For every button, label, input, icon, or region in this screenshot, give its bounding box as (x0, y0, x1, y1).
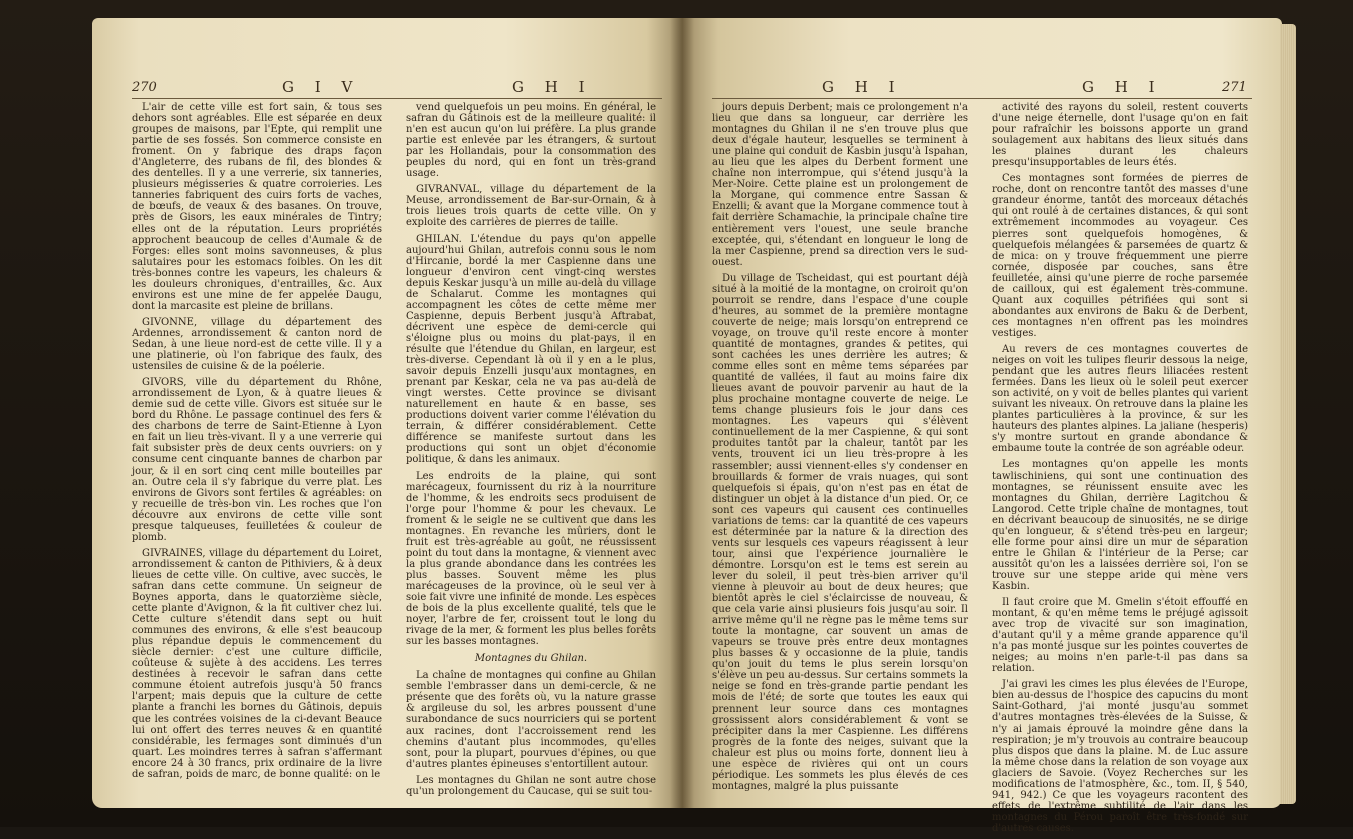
left-page (92, 18, 682, 808)
running-head-right: G H I (512, 78, 593, 96)
running-head-left: G H I (822, 78, 903, 96)
book-gutter (670, 18, 694, 808)
paragraph: vend quelquefois un peu moins. En général, le safran du Gâtinois est de la meilleure qualité: il n'en est aucun qu'on lui préfère. La plus grande partie est enlevée par les étrangers, & surtout par les Hollandais, pour la consommation des peuples du nord, qui en font un très-grand usage. (406, 102, 656, 180)
paragraph: GIVRAINES, village du département du Loiret, arrondissement & canton de Pithiviers, & à deux lieues de cette ville. On cultive, avec succès, le safran dans cette commune. Un seigneur de Boynes apporta, dans le quatorzième siècle, cette plante d'Avignon, & la fit cultiver chez lui. Cette culture s'étendit dans sept ou huit communes des environs, & elle s'est beaucoup plus répandue depuis le commencement du siècle dernier: c'est une culture difficile, coûteuse & sujète à des accidens. Les terres destinées à recevoir le safran dans cette commune étoient autrefois jusqu'à 50 francs l'arpent; mais depuis que la culture de cette plante a franchi les bornes du Gâtinois, depuis que les contrées voisines de la ci-devant Beauce lui ont offert des terres neuves & en quantité considérable, les fermages sont diminués d'un quart. Les moindres terres à safran s'affermant encore 24 à 30 francs, prix ordinaire de la livre de safran, poids de marc, de bonne qualité: on le (132, 547, 382, 780)
running-head-left: G I V (282, 78, 361, 96)
open-book (92, 18, 1282, 834)
paragraph: Du village de Tscheidast, qui est pourtant déjà situé à la moitié de la montagne, on croiroit qu'on pourroit se rendre, dans l'espace d'une couple d'heures, au sommet de la première montagne couverte de neige; mais lorsqu'on entreprend ce voyage, on trouve qu'il reste encore à monter quantité de montagnes, grandes & petites, qui sont cachées les unes derrière les autres; & comme elles sont en même tems séparées par quantité de vallées, il faut au moins faire dix lieues avant de pouvoir parvenir au haut de la plus prochaine montagne couverte de neige. Le tems change plusieurs fois le jour dans ces montagnes. Les vapeurs qui s'élèvent continuellement de la mer Caspienne, & qui sont produites tantôt par la chaleur, tantôt par les vents, trouvent ici un lieu très-propre à les rassembler; aussi viennent-elles s'y condenser en brouillards & former de vrais nuages, qui sont quelquefois si épais, qu'on n'est pas en état de distinguer un objet à la distance d'un pied. Or, ce sont ces vapeurs qui causent ces continuelles variations de tems: car la quantité de ces vapeurs est déterminée par la nature & la direction des vents sur lesquels ces vapeurs réagissent à leur tour, ainsi que l'expérience journalière le démontre. Lorsqu'on est le tems est serein au lever du soleil, il peut très-bien arriver qu'il vienne à pleuvoir au bout de deux heures; que bientôt après le ciel s'éclaircisse de nouveau, & que cela varie ainsi plusieurs fois jusqu'au soir. Il arrive même qu'il ne règne pas le même tems sur toute la montagne, car souvent un amas de vapeurs se trouve près entre deux montagnes plus basses & y occasionne de la pluie, tandis qu'on jouit du tems le plus serein lorsqu'on s'élève un peu au-dessus. Sur certains sommets la neige se fond en très-grande partie pendant les mois de l'été; de sorte que toutes les eaux qui prennent leur source dans ces montagnes grossissent alors considérablement & vont se précipiter dans la mer Caspienne. Les différens progrès de la fonte des neiges, suivant que la chaleur est plus ou moins forte, donnent lieu à une espèce de rivières qui ont un cours périodique. Les sommets les plus élevés de ces montagnes, malgré la plus puissante (712, 272, 968, 792)
paragraph: GIVORS, ville du département du Rhône, arrondissement de Lyon, & à quatre lieues & demie sud de cette ville. Givors est située sur le bord du Rhône. Le passage continuel des fers & des charbons de terre de Saint-Etienne à Lyon en fait un lieu très-vivant. Il y a une verrerie qui fait subsister près de deux cents ouvriers: on y consume cent cinquante bannes de charbon par jour, & il en sort cinq cent mille bouteilles par an. Outre cela il s'y fabrique du verre plat. Les environs de Givors sont fertiles & agréables: on y recueille de très-bon vin. Les roches que l'on découvre aux environs de cette ville sont presque talqueuses, feuilletées & couleur de plomb. (132, 377, 382, 543)
paragraph: Les montagnes qu'on appelle les monts tawlischiniens, qui sont une continuation des montagnes, se réunissent ensuite avec les montagnes du Ghilan, derrière Lagitchou & Langorod. Cette triple chaîne de montagnes, tout en décrivant beaucoup de sinuosités, ne se dirige qu'en longueur, & s'étend très-peu en largeur; elle forme pour ainsi dire un mur de séparation entre le Ghilan & l'intérieur de la Perse; car aussitôt qu'on les a laissées derrière soi, l'on se trouve sur une steppe aride qui mène vers Kasbin. (992, 459, 1248, 592)
section-title: Montagnes du Ghilan. (474, 653, 588, 665)
page-edges (1280, 24, 1296, 804)
paragraph: GHILAN. L'étendue du pays qu'on appelle aujourd'hui Ghilan, autrefois connu sous le nom d'Hircanie, bordé la mer Caspienne dans une longueur d'environ cent vingt-cinq werstes depuis Keskar jusqu'à un mille au-delà du village de Schalarut. Comme les montagnes qui accompagnent les côtes de cette même mer Caspienne, depuis Berbent jusqu'à Aftrabat, décrivent une espèce de demi-cercle qui s'éloigne plus ou moins du plat-pays, il en résulte que l'étendue du Ghilan, en largeur, est très-diverse. Cependant là où il y en a le plus, savoir depuis Enzelli jusqu'aux montagnes, en prenant par Keskar, cela ne va pas au-delà de vingt werstes. Cette province se divisant naturellement en haute & en basse, ses productions doivent varier comme l'élévation du terrain, & différer considérablement. Cette différence se manifeste surtout dans les productions qui sont un objet d'économie politique, & dans les animaux. (406, 233, 656, 466)
page-number-right: 271 (1222, 80, 1247, 95)
header-rule (712, 98, 1252, 99)
paragraph: La chaîne de montagnes qui confine au Ghilan semble l'embrasser dans un demi-cercle, & ne présente que des forêts où, vu la nature grasse & argileuse du sol, les arbres poussent d'une surabondance de sucs nourriciers qui se portent aux racines, dont l'accroissement rend les chemins d'autant plus incommodes, qu'elles sont, pour la plupart, pourvues d'épines, ou que d'autres plantes épineuses s'entortillent autour. (406, 670, 656, 770)
paragraph: jours depuis Derbent; mais ce prolongement n'a lieu que dans sa longueur, car derrière les montagnes du Ghilan il ne s'en trouve plus que deux d'égale hauteur, lesquelles se terminent à une plaine qui conduit de Kasbin jusqu'à Ispahan, au lieu que les alpes du Derbent forment une chaîne non interrompue, qui s'étend jusqu'à la Mer-Noire. Cette plaine est un prolongement de la Morgane, qui commence entre Sassan & Enzelli; & avant que la Morgane commence tout à fait derrière Schamachie, la principale chaîne tire entièrement vers l'ouest, une seule branche exceptée, qui, s'étendant en longueur le long de la mer Caspienne, prend sa direction vers le sud-ouest. (712, 102, 968, 268)
right-page-column-1 (712, 102, 968, 797)
page-number-left: 270 (132, 80, 157, 95)
paragraph: GIVONNE, village du département des Ardennes, arrondissement & canton nord de Sedan, à une lieue nord-est de cette ville. Il y a une platinerie, où l'on fabrique des faulx, des ustensiles de cuisine & de la poélerie. (132, 316, 382, 373)
header-rule (132, 98, 662, 99)
paragraph: Ces montagnes sont formées de pierres de roche, dont on rencontre tantôt des masses d'une grandeur énorme, tantôt des morceaux détachés qui ont roulé à de certaines distances, & qui sont extrêmement incommodes au voyageur. Ces pierres sont quelquefois homogènes, & quelquefois mélangées & parsemées de quartz & de mica: on y trouve fréquemment une pierre cornée, disposée par couches, sans être feuilletée, ainsi qu'une pierre de roche parsemée de cailloux, qui est également très-commune. Quant aux coquilles pétrifiées qui sont si abondantes aux environs de Baku & de Derbent, ces montagnes n'en offrent pas les moindres vestiges. (992, 173, 1248, 339)
paragraph: Au revers de ces montagnes couvertes de neiges on voit les tulipes fleurir dessous la neige, pendant que les autres fleurs liliacées restent fermées. Dans les lieux où le soleil peut exercer son activité, on y voit de belles plantes qui varient suivant les niveaux. On retrouve dans la plaine les plantes particulières à la province, & sur les hauteurs des plantes alpines. La jaliane (hesperis) s'y montre surtout en grande abondance & embaume toute la contrée de son agréable odeur. (992, 343, 1248, 455)
right-page (682, 18, 1282, 834)
paragraph: Les endroits de la plaine, qui sont marécageux, fournissent du riz à la nourriture de l'homme, & les endroits secs produisent de l'orge pour l'homme & pour les chevaux. Le froment & le seigle ne se cultivent que dans les montagnes. En revanche les mûriers, dont le fruit est très-agréable au goût, ne réussissent point du tout dans la montagne, & viennent avec la plus grande abondance dans les contrées les plus basses. Souvent même les plus marécageuses de la province, où le seul ver à soie fait vivre une infinité de monde. Les espèces de bois de la plus excellente qualité, tels que le noyer, l'arbre de fer, croissent tout le long du rivage de la mer, & forment les plus belles forêts sur les basses montagnes. (406, 470, 656, 648)
running-head-right: G H I (1082, 78, 1163, 96)
left-page-column-1 (132, 102, 382, 785)
paragraph: activité des rayons du soleil, restent couverts d'une neige éternelle, dont l'usage qu'on en fait pour rafraîchir les boissons apporte un grand soulagement aux habitans des lieux situés dans les plaines durant les chaleurs presqu'insupportables de leurs étés. (992, 102, 1248, 169)
left-page-column-2 (406, 102, 656, 802)
paragraph: GIVRANVAL, village du département de la Meuse, arrondissement de Bar-sur-Ornain, & à trois lieues trois quarts de cette ville. On y exploite des carrières de pierres de taille. (406, 184, 656, 229)
paragraph: L'air de cette ville est fort sain, & tous ses dehors sont agréables. Elle est séparée en deux groupes de maisons, par l'Epte, qui remplit une partie de ses fossés. Son commerce consiste en froment. On y fabrique des draps façon d'Angleterre, des rubans de fil, des blondes & des dentelles. Il y a une verrerie, six tanneries, plusieurs mégisseries & quatre corroieries. Les tanneries fabriquent des cuirs forts de vaches, de bœufs, de veaux & des basanes. On trouve, près de Gisors, les eaux minérales de Tintry; elles ont de la réputation. Leurs propriétés approchent beaucoup de celles d'Aumale & de Forges: elles sont moins savonneuses, & plus salutaires pour les estomacs foibles. On les dit très-bonnes contre les vapeurs, les chaleurs & les douleurs chroniques, d'entrailles, &c. Aux environs est une mine de fer appelée Daugu, dont la marcasite est pleine de brillans. (132, 102, 382, 312)
paragraph: J'ai gravi les cimes les plus élevées de l'Europe, bien au-dessus de l'hospice des capucins du mont Saint-Gothard, j'ai monté jusqu'au sommet d'autres montagnes très-élevées de la Suisse, & n'y ai jamais éprouvé la moindre gêne dans la respiration; je m'y trouvois au contraire beaucoup plus dispos que dans la plaine. M. de Luc assure la même chose dans la relation de son voyage aux glaciers de Savoie. (Voyez Recherches sur les modifications de l'atmosphère, &c., tom. II, § 540, 941, 942.) Ce que les voyageurs racontent des effets de l'extrême subtilité de l'air dans les montagnes du Pérou paroît être très-fondé sur d'autres causes. (992, 679, 1248, 834)
paragraph: Il faut croire que M. Gmelin s'étoit effouffé en montant, & qu'en même tems le préjugé agissoit avec trop de vivacité sur son imagination, d'autant qu'il y a même grande apparence qu'il n'a pas monté jusque sur les pointes couvertes de neiges; au moins n'en parle-t-il pas dans sa relation. (992, 597, 1248, 675)
right-page-column-2 (992, 102, 1248, 839)
paragraph: Les montagnes du Ghilan ne sont autre chose qu'un prolongement du Caucase, qui se suit tou- (406, 774, 656, 797)
